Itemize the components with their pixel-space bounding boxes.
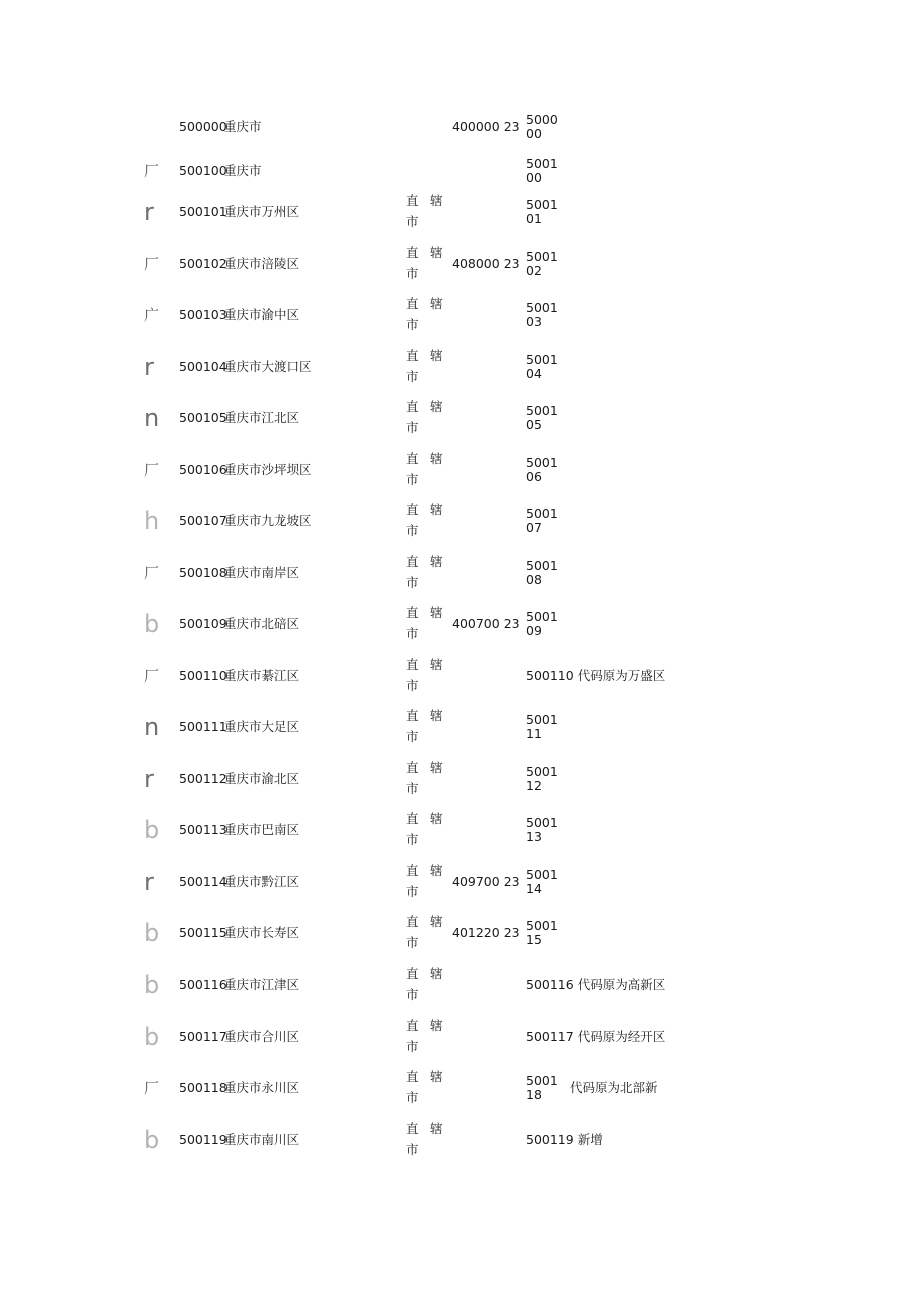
region-name: 重庆市渝北区 [224,771,300,786]
category-char-3: 市 [406,678,419,693]
admin-code: 500112 [179,771,227,786]
row-marker-glyph: 厂 [144,461,160,479]
postal-code: 400700 23 [452,616,520,631]
table-row [0,451,920,502]
region-name: 重庆市万州区 [224,204,300,219]
table-row [0,399,920,450]
region-name: 重庆市合川区 [224,1029,300,1044]
admin-code: 500115 [179,925,227,940]
code-col-line-1: 5001 [526,300,558,315]
category-char-1: 直 [406,657,419,672]
admin-code: 500117 [179,1029,227,1044]
category-char-2: 辖 [430,1069,443,1084]
region-name: 重庆市南岸区 [224,565,300,580]
code-col-line-1: 5001 [526,156,558,171]
postal-code: 401220 23 [452,925,520,940]
code-col-line-2: 14 [526,881,542,896]
row-marker-glyph: r [144,765,154,793]
table-row [0,1018,920,1069]
region-name: 重庆市江北区 [224,410,300,425]
admin-code: 500110 [179,668,227,683]
code-col-line-1: 5000 [526,112,558,127]
code-col-line-2: 05 [526,417,542,432]
category-char-2: 辖 [430,914,443,929]
category-char-2: 辖 [430,554,443,569]
region-name: 重庆市巴南区 [224,822,300,837]
category-char-2: 辖 [430,1018,443,1033]
code-col-line-1: 5001 [526,506,558,521]
code-col-line-1: 5001 [526,867,558,882]
row-marker-glyph: h [144,507,160,535]
category-char-2: 辖 [430,399,443,414]
code-col-line-1: 5001 [526,712,558,727]
admin-code: 500105 [179,410,227,425]
category-char-2: 辖 [430,966,443,981]
category-char-3: 市 [406,1090,419,1105]
row-marker-glyph: r [144,353,154,381]
code-col-line-2: 06 [526,469,542,484]
category-char-3: 市 [406,626,419,641]
category-char-3: 市 [406,1039,419,1054]
admin-code: 500107 [179,513,227,528]
category-char-1: 直 [406,760,419,775]
row-marker-glyph: b [144,919,160,947]
region-name: 重庆市黔江区 [224,874,300,889]
category-char-3: 市 [406,266,419,281]
admin-code: 500109 [179,616,227,631]
row-marker-glyph: 厂 [144,564,160,582]
code-col-line-1: 5001 [526,249,558,264]
table-row [0,1069,920,1120]
table-row [0,760,920,811]
row-marker-glyph: n [144,404,160,432]
category-char-2: 辖 [430,451,443,466]
admin-code: 500103 [179,307,227,322]
row-marker-glyph: 厂 [144,255,160,273]
table-row [0,811,920,862]
category-char-1: 直 [406,1018,419,1033]
category-char-3: 市 [406,317,419,332]
code-col-line-1: 5001 [526,352,558,367]
code-col-line-1: 5001 [526,609,558,624]
region-name: 重庆市綦江区 [224,668,300,683]
category-char-1: 直 [406,451,419,466]
admin-code: 500100 [179,163,227,178]
category-char-3: 市 [406,523,419,538]
table-row [0,502,920,553]
code-col-line-2: 07 [526,520,542,535]
code-col-line-2: 12 [526,778,542,793]
code-col-line-2: 01 [526,211,542,226]
region-name: 重庆市大足区 [224,719,300,734]
category-char-2: 辖 [430,1121,443,1136]
remark-text: 代码原为北部新 [570,1080,658,1095]
region-name: 重庆市 [224,163,262,178]
table-row [0,296,920,347]
table-row [0,348,920,399]
admin-code: 500101 [179,204,227,219]
table-row [0,193,920,244]
code-col-line-1: 5001 [526,403,558,418]
region-name: 重庆市南川区 [224,1132,300,1147]
code-col-line-1: 5001 [526,558,558,573]
row-marker-glyph: 厂 [144,667,160,685]
category-char-1: 直 [406,708,419,723]
category-char-2: 辖 [430,296,443,311]
category-char-1: 直 [406,348,419,363]
table-row [0,156,920,203]
table-row [0,1121,920,1172]
table-row [0,914,920,965]
code-col-text: 500110 代码原为万盛区 [526,668,666,683]
category-char-1: 直 [406,914,419,929]
row-marker-glyph: n [144,713,160,741]
code-col-line-2: 00 [526,170,542,185]
category-char-2: 辖 [430,760,443,775]
region-name: 重庆市永川区 [224,1080,300,1095]
category-char-1: 直 [406,966,419,981]
category-char-1: 直 [406,811,419,826]
region-name: 重庆市渝中区 [224,307,300,322]
category-char-2: 辖 [430,708,443,723]
table-row [0,966,920,1017]
admin-code: 500106 [179,462,227,477]
category-char-2: 辖 [430,811,443,826]
category-char-3: 市 [406,369,419,384]
category-char-1: 直 [406,605,419,620]
region-name: 重庆市江津区 [224,977,300,992]
code-col-line-2: 04 [526,366,542,381]
category-char-1: 直 [406,193,419,208]
code-col-line-1: 5001 [526,815,558,830]
category-char-1: 直 [406,296,419,311]
region-name: 重庆市涪陵区 [224,256,300,271]
region-name: 重庆市九龙坡区 [224,513,312,528]
category-char-2: 辖 [430,348,443,363]
admin-code: 500114 [179,874,227,889]
code-col-line-2: 09 [526,623,542,638]
table-row [0,605,920,656]
category-char-2: 辖 [430,863,443,878]
table-row [0,708,920,759]
row-marker-glyph: b [144,1023,160,1051]
category-char-2: 辖 [430,657,443,672]
code-col-line-1: 5001 [526,1073,558,1088]
admin-code: 500102 [179,256,227,271]
category-char-3: 市 [406,472,419,487]
row-marker-glyph: b [144,1126,160,1154]
admin-code: 500113 [179,822,227,837]
code-col-text: 500117 代码原为经开区 [526,1029,666,1044]
row-marker-glyph: 厂 [144,162,160,180]
admin-code: 500111 [179,719,227,734]
category-char-1: 直 [406,245,419,260]
category-char-1: 直 [406,1069,419,1084]
table-row [0,554,920,605]
category-char-3: 市 [406,575,419,590]
category-char-1: 直 [406,554,419,569]
category-char-1: 直 [406,863,419,878]
category-char-2: 辖 [430,605,443,620]
region-name: 重庆市沙坪坝区 [224,462,312,477]
region-name: 重庆市大渡口区 [224,359,312,374]
code-col-line-2: 08 [526,572,542,587]
admin-code: 500119 [179,1132,227,1147]
admin-code: 500000 [179,119,227,134]
row-marker-glyph: b [144,610,160,638]
admin-code: 500118 [179,1080,227,1095]
category-char-3: 市 [406,420,419,435]
category-char-2: 辖 [430,193,443,208]
table-row [0,245,920,296]
postal-code: 409700 23 [452,874,520,889]
row-marker-glyph: b [144,971,160,999]
category-char-3: 市 [406,729,419,744]
category-char-1: 直 [406,399,419,414]
category-char-2: 辖 [430,502,443,517]
category-char-1: 直 [406,1121,419,1136]
row-marker-glyph: r [144,868,154,896]
code-col-text: 500119 新增 [526,1132,603,1147]
region-name: 重庆市 [224,119,262,134]
code-col-line-2: 03 [526,314,542,329]
code-col-line-2: 11 [526,726,542,741]
category-char-1: 直 [406,502,419,517]
row-marker-glyph: b [144,816,160,844]
category-char-3: 市 [406,1142,419,1157]
code-col-line-1: 5001 [526,455,558,470]
code-col-line-1: 5001 [526,197,558,212]
category-char-3: 市 [406,884,419,899]
region-name: 重庆市长寿区 [224,925,300,940]
admin-code: 500108 [179,565,227,580]
code-col-line-2: 15 [526,932,542,947]
table-row [0,657,920,708]
postal-code: 408000 23 [452,256,520,271]
category-char-3: 市 [406,832,419,847]
category-char-2: 辖 [430,245,443,260]
code-col-line-2: 18 [526,1087,542,1102]
admin-code: 500104 [179,359,227,374]
code-col-line-2: 02 [526,263,542,278]
category-char-3: 市 [406,214,419,229]
code-col-line-1: 5001 [526,764,558,779]
code-col-line-1: 5001 [526,918,558,933]
table-row [0,863,920,914]
region-name: 重庆市北碚区 [224,616,300,631]
row-marker-glyph: 厂 [144,1079,160,1097]
admin-code: 500116 [179,977,227,992]
category-char-3: 市 [406,935,419,950]
category-char-3: 市 [406,987,419,1002]
code-col-line-2: 13 [526,829,542,844]
code-col-line-2: 00 [526,126,542,141]
category-char-3: 市 [406,781,419,796]
code-col-text: 500116 代码原为高新区 [526,977,666,992]
table-row [0,112,920,159]
row-marker-glyph: 广 [144,306,160,324]
postal-code: 400000 23 [452,119,520,134]
row-marker-glyph: r [144,198,154,226]
